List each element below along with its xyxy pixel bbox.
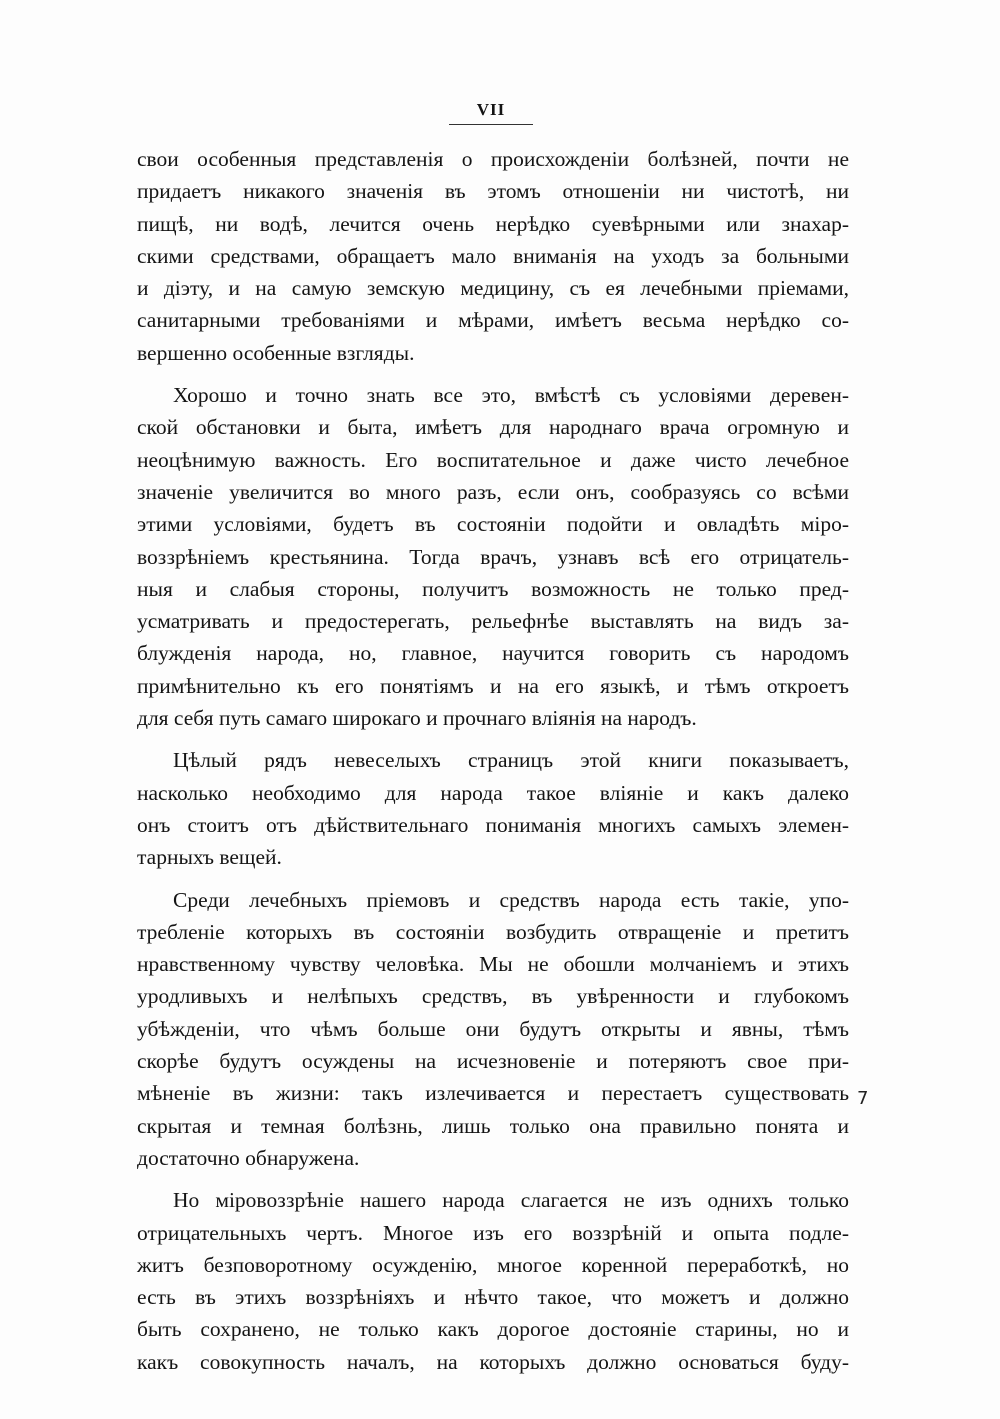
text-line: придаетъ никакого значенія въ этомъ отношеніи ни чистотѣ, ни <box>137 179 849 204</box>
text-line: ской обстановки и быта, имѣетъ для народнаго врача огромную и <box>137 415 849 440</box>
text-line: вершенно особенные взгляды. <box>137 340 415 365</box>
text-line: скими средствами, обращаетъ мало вниманія на уходъ за больными <box>137 243 849 268</box>
text-line: значеніе увеличится во много разъ, если онъ, сообразуясь со всѣми <box>137 479 849 504</box>
text-line: насколько необходимо для народа такое вліяніе и какъ далеко <box>137 780 849 805</box>
text-line: Хорошо и точно знать все это, вмѣстѣ съ условіями деревен- <box>173 383 849 408</box>
paragraph-3 <box>137 744 849 873</box>
text-line: блужденія народа, но, главное, научится говорить съ народомъ <box>137 641 849 666</box>
text-line: скорѣе будутъ осуждены на исчезновеніе и потеряютъ свое при- <box>137 1049 849 1074</box>
text-line: воззрѣніемъ крестьянина. Тогда врачъ, узнавъ всѣ его отрицатель- <box>137 544 849 569</box>
paragraph-4 <box>137 884 849 1175</box>
text-line: санитарными требованіями и мѣрами, имѣетъ весьма нерѣдко со- <box>137 308 849 333</box>
text-line: отрицательныхъ чертъ. Многое изъ его воззрѣній и опыта подле- <box>137 1220 849 1245</box>
paragraph-5 <box>137 1184 849 1378</box>
text-line: Среди лечебныхъ пріемовъ и средствъ народа есть такіе, упо- <box>173 887 849 912</box>
text-line: примѣнительно къ его понятіямъ и на его языкѣ, и тѣмъ откроетъ <box>137 673 849 698</box>
text-line: ныя и слабыя стороны, получитъ возможность не только пред- <box>137 576 849 601</box>
text-line: есть въ этихъ воззрѣніяхъ и нѣчто такое, что можетъ и должно <box>137 1285 849 1310</box>
text-line: Но міровоззрѣніе нашего народа слагается не изъ однихъ только <box>173 1188 849 1213</box>
text-line: пищѣ, ни водѣ, лечится очень нерѣдко суевѣрными или знахар- <box>137 211 849 236</box>
text-line: достаточно обнаружена. <box>137 1145 360 1170</box>
text-line: свои особенныя представленія о происхожденіи болѣзней, почти не <box>137 147 849 171</box>
text-line: быть сохранено, не только какъ дорогое достояніе старины, но и <box>137 1317 849 1342</box>
text-line: требленіе которыхъ въ состояніи возбудить отвращеніе и претитъ <box>137 919 849 944</box>
text-line: Цѣлый рядъ невеселыхъ страницъ этой книги показываетъ, <box>173 748 849 773</box>
text-line: нравственному чувству человѣка. Мы не обошли молчаніемъ и этихъ <box>137 952 849 977</box>
text-line: уродливыхъ и нелѣпыхъ средствъ, въ увѣренности и глубокомъ <box>137 984 849 1009</box>
text-line: неоцѣнимую важность. Его воспитательное и даже чисто лечебное <box>137 447 849 472</box>
text-line: убѣжденіи, что чѣмъ больше они будутъ открыты и явны, тѣмъ <box>137 1016 849 1041</box>
header-rule <box>449 124 533 125</box>
text-line: и діэту, и на самую земскую медицину, съ ея лечебными пріемами, <box>137 276 849 301</box>
text-line: какъ совокупность началъ, на которыхъ должно основаться буду- <box>137 1349 849 1374</box>
text-line: тарныхъ вещей. <box>137 845 282 870</box>
paragraph-2 <box>137 379 849 734</box>
text-line: скрытая и темная болѣзнь, лишь только она правильно понята и <box>137 1113 849 1138</box>
text-line: онъ стоитъ отъ дѣйствительнаго пониманія многихъ самыхъ элемен- <box>137 812 849 837</box>
body-text <box>137 143 849 1388</box>
text-line: мѣненіе въ жизни: такъ излечивается и перестаетъ существовать <box>137 1081 849 1106</box>
paragraph-1 <box>137 143 849 369</box>
text-line: этими условіями, будетъ въ состояніи подойти и овладѣть міро- <box>137 512 849 537</box>
text-line: усматривать и предостерегать, рельефнѣе выставлять на видъ за- <box>137 609 849 634</box>
page-number: VII <box>476 100 506 119</box>
margin-mark: 7 <box>857 1088 869 1109</box>
text-line: житъ безповоротному осужденію, многое коренной переработкѣ, но <box>137 1252 849 1277</box>
text-line: для себя путь самаго широкаго и прочнаго вліянія на народъ. <box>137 706 697 731</box>
